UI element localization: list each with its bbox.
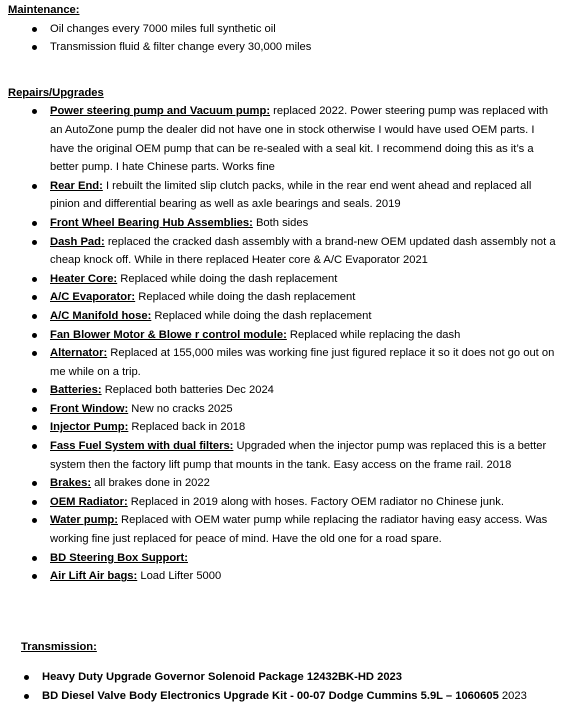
repairs-list [8,102,558,585]
bullet-icon [32,425,37,430]
maintenance-heading: Maintenance: [8,4,80,16]
list-item: Fan Blower Motor & Blowe r control module: Replaced while replacing the dash [8,326,558,345]
bullet-icon [32,351,37,356]
list-item: Heavy Duty Upgrade Governor Solenoid Package 12432BK-HD 2023 [0,668,550,687]
list-item: Fass Fuel System with dual filters: Upgraded when the injector pump was replaced this is a better system then the factory lift pump that mounts in the tank. Easy access on the frame rail. 2018 [8,437,558,474]
bullet-icon [32,500,37,505]
bullet-icon [32,295,37,300]
transmission-list [0,668,550,705]
list-item: Dash Pad: replaced the cracked dash assembly with a brand-new OEM updated dash assembly not a cheap knock off. While in there replaced Heater core & A/C Evaporator 2021 [8,233,558,270]
list-item: BD Diesel Valve Body Electronics Upgrade Kit - 00-07 Dodge Cummins 5.9L – 1060605 2023 [0,687,550,706]
list-item: BD Steering Box Support: [8,549,558,568]
bullet-icon [32,45,37,50]
document [8,1,558,586]
transmission-heading: Transmission: [21,641,97,653]
list-item: Water pump: Replaced with OEM water pump while replacing the radiator having easy access. Was working fine just replaced for peace of mind. Have the old one for a road spare. [8,511,558,548]
bullet-icon [32,518,37,523]
bullet-icon [32,574,37,579]
list-item: Injector Pump: Replaced back in 2018 [8,418,558,437]
bullet-icon [32,444,37,449]
bullet-icon [32,481,37,486]
list-item: Rear End: I rebuilt the limited slip clutch packs, while in the rear end went ahead and replaced all pinion and differential bearing as well as axle bearings and seals. 2019 [8,177,558,214]
list-item: A/C Manifold hose: Replaced while doing the dash replacement [8,307,558,326]
list-item: Air Lift Air bags: Load Lifter 5000 [8,567,558,586]
list-item: Transmission fluid & filter change every 30,000 miles [8,38,558,57]
bullet-icon [32,388,37,393]
bullet-icon [32,221,37,226]
bullet-icon [32,277,37,282]
repairs-heading: Repairs/Upgrades [8,86,104,99]
bullet-icon [32,184,37,189]
list-item: Oil changes every 7000 miles full synthetic oil [8,20,558,39]
list-item: Batteries: Replaced both batteries Dec 2024 [8,381,558,400]
bullet-icon [32,407,37,412]
bullet-icon [24,675,29,680]
list-item: A/C Evaporator: Replaced while doing the dash replacement [8,288,558,307]
bullet-icon [32,333,37,338]
bullet-icon [32,556,37,561]
list-item: Brakes: all brakes done in 2022 [8,474,558,493]
list-item: OEM Radiator: Replaced in 2019 along with hoses. Factory OEM radiator no Chinese junk. [8,493,558,512]
bullet-icon [32,314,37,319]
maintenance-list [8,20,558,57]
bullet-icon [24,694,29,699]
list-item: Front Wheel Bearing Hub Assemblies: Both sides [8,214,558,233]
list-item: Heater Core: Replaced while doing the dash replacement [8,270,558,289]
bullet-icon [32,240,37,245]
bullet-icon [32,109,37,114]
list-item: Power steering pump and Vacuum pump: replaced 2022. Power steering pump was replaced with an AutoZone pump the dealer did not have one in stock otherwise I would have used OEM parts. I have the original OEM pump that can be re-sealed with a seal kit. I recommend doing this as it’s a better pump. I hate Chinese parts. Works fine [8,102,558,176]
list-item: Front Window: New no cracks 2025 [8,400,558,419]
bullet-icon [32,27,37,32]
list-item: Alternator: Replaced at 155,000 miles was working fine just figured replace it so it does not go out on me while on a trip. [8,344,558,381]
